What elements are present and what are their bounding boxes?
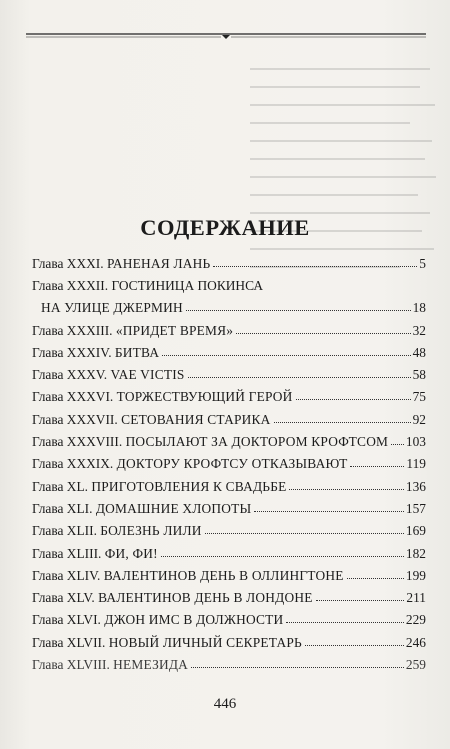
chapter-page: 5 <box>419 256 426 271</box>
dot-leader <box>289 489 403 490</box>
chapter-page: 103 <box>405 434 426 450</box>
toc-entry[interactable] <box>32 635 426 657</box>
chapter-page: 211 <box>406 590 426 606</box>
chapter-label <box>32 546 158 562</box>
chapter-label <box>32 323 233 339</box>
toc-entry-line <box>32 323 426 345</box>
chapter-label <box>32 389 293 405</box>
chapter-label <box>32 590 313 606</box>
chapter-number: Глава XLVI. <box>32 612 101 628</box>
chapter-number: Глава XXXIV. <box>32 344 112 360</box>
dot-leader <box>161 556 404 557</box>
toc-entry-line <box>32 434 426 456</box>
chapter-number: Глава XXXVI. <box>32 389 114 405</box>
chapter-page: 157 <box>405 500 426 516</box>
toc-entry[interactable] <box>32 345 426 367</box>
chapter-label <box>32 657 188 673</box>
table-of-contents <box>32 256 426 679</box>
toc-entry-line <box>32 523 426 545</box>
toc-entry[interactable] <box>32 523 426 545</box>
chapter-label <box>32 434 388 450</box>
chapter-number: Глава XLVII. <box>32 634 106 650</box>
chapter-number: Глава XLV. <box>32 590 95 606</box>
chapter-page: 199 <box>405 567 426 583</box>
chapter-label <box>32 523 202 539</box>
chapter-label <box>32 635 302 651</box>
dot-leader <box>274 422 411 423</box>
toc-entry-line <box>32 546 426 568</box>
dot-leader <box>305 645 404 646</box>
toc-entry[interactable] <box>32 389 426 411</box>
chapter-label <box>32 256 210 272</box>
chapter-label <box>32 412 271 428</box>
chapter-number: Глава XXXII. <box>32 278 109 294</box>
chapter-number: Глава XXXV. <box>32 367 108 383</box>
chapter-page: 58 <box>412 367 426 383</box>
toc-entry[interactable] <box>32 479 426 501</box>
dot-leader <box>162 355 410 356</box>
toc-entry-line <box>32 501 426 523</box>
chapter-title: БОЛЕЗНЬ ЛИЛИ <box>100 523 202 539</box>
chapter-number: Глава XL. <box>32 478 88 494</box>
toc-entry[interactable] <box>32 434 426 456</box>
chapter-label <box>32 501 251 517</box>
chapter-title: ВАЛЕНТИНОВ ДЕНЬ В ЛОНДОНЕ <box>98 590 313 606</box>
toc-entry[interactable] <box>32 412 426 434</box>
chapter-title: ВАЛЕНТИНОВ ДЕНЬ В ОЛЛИНГТОНЕ <box>103 567 344 583</box>
toc-entry-line <box>32 568 426 590</box>
dot-leader <box>188 377 411 378</box>
chapter-label <box>32 456 347 472</box>
toc-entry[interactable] <box>32 456 426 478</box>
chapter-title: СЕТОВАНИЯ СТАРИКА <box>121 411 271 427</box>
chapter-page: 229 <box>405 612 426 628</box>
toc-entry-line <box>32 590 426 612</box>
chapter-title: БИТВА <box>114 344 160 360</box>
dot-leader <box>205 533 404 534</box>
chapter-number: Глава XXXIX. <box>32 456 114 472</box>
toc-entry-line <box>32 635 426 657</box>
toc-entry[interactable] <box>32 501 426 523</box>
chapter-page: 92 <box>412 411 426 427</box>
toc-entry-line <box>32 612 426 634</box>
toc-entry-line <box>32 479 426 501</box>
chapter-number: Глава XLVIII. <box>32 657 110 673</box>
chapter-title: ТОРЖЕСТВУЮЩИЙ ГЕРОЙ <box>116 389 293 405</box>
chapter-title: ДЖОН ИМС В ДОЛЖНОСТИ <box>104 612 284 628</box>
dot-leader <box>213 266 417 267</box>
chapter-title: ПРИГОТОВЛЕНИЯ К СВАДЬБЕ <box>91 478 287 494</box>
chapter-title: ФИ, ФИ! <box>104 545 158 561</box>
chapter-title: «ПРИДЕТ ВРЕМЯ» <box>115 322 234 338</box>
chapter-title: ГОСТИНИЦА ПОКИНСА <box>111 278 264 294</box>
toc-entry[interactable] <box>32 612 426 634</box>
chapter-number: Глава XLIII. <box>32 545 102 561</box>
toc-entry-line <box>32 389 426 411</box>
chapter-page: 136 <box>405 478 426 494</box>
toc-entry[interactable] <box>32 256 426 278</box>
toc-entry[interactable] <box>32 657 426 679</box>
chapter-label <box>32 612 283 628</box>
toc-entry-line <box>32 300 426 322</box>
toc-entry[interactable] <box>32 278 426 322</box>
toc-entry-line <box>32 345 426 367</box>
chapter-title: НОВЫЙ ЛИЧНЫЙ СЕКРЕТАРЬ <box>108 634 302 650</box>
dot-leader <box>316 600 405 601</box>
chapter-number: Глава XLI. <box>32 500 93 516</box>
chapter-page: 75 <box>412 389 426 405</box>
dot-leader <box>347 578 404 579</box>
chapter-title: VAE VICTIS <box>110 367 185 383</box>
dot-leader <box>350 466 404 467</box>
chapter-page: 259 <box>405 657 426 673</box>
toc-entry-line <box>32 256 426 278</box>
chapter-page: 48 <box>412 344 426 360</box>
contents-heading: СОДЕРЖАНИЕ <box>140 215 310 240</box>
dot-leader <box>186 310 411 311</box>
chapter-page: 182 <box>405 545 426 561</box>
toc-entry-line <box>32 456 426 478</box>
chapter-number: Глава XXXVII. <box>32 411 118 427</box>
chapter-page: 119 <box>406 456 426 472</box>
page-number: 446 <box>213 696 237 712</box>
chapter-number: Глава XXXVIII. <box>32 434 123 450</box>
dot-leader <box>236 333 410 334</box>
toc-entry-line <box>32 657 426 679</box>
chapter-number: Глава XLIV. <box>32 567 101 583</box>
toc-entry-line <box>32 367 426 389</box>
chapter-label <box>41 300 183 316</box>
chapter-number: Глава XXXI. <box>32 256 104 271</box>
dot-leader <box>296 399 411 400</box>
toc-entry-line <box>32 412 426 434</box>
chapter-label <box>32 345 159 361</box>
chapter-title: РАНЕНАЯ ЛАНЬ <box>106 256 211 271</box>
chapter-title-continued: НА УЛИЦЕ ДЖЕРМИН <box>41 300 183 316</box>
chapter-page: 32 <box>412 322 426 338</box>
chapter-page: 169 <box>405 523 426 539</box>
dot-leader <box>286 622 404 623</box>
chapter-title: ДОМАШНИЕ ХЛОПОТЫ <box>95 500 252 516</box>
toc-entry[interactable] <box>32 546 426 568</box>
dot-leader <box>191 667 404 668</box>
header-ornament-rule <box>26 32 426 40</box>
toc-entry[interactable] <box>32 590 426 612</box>
chapter-page: 246 <box>405 634 426 650</box>
chapter-title: НЕМЕЗИДА <box>113 657 189 673</box>
chapter-page: 18 <box>412 300 426 316</box>
chapter-label <box>32 367 185 383</box>
toc-entry-line <box>32 278 426 300</box>
toc-entry[interactable] <box>32 367 426 389</box>
dot-leader <box>391 444 404 445</box>
chapter-title: ПОСЫЛАЮТ ЗА ДОКТОРОМ КРОФТСОМ <box>125 434 389 450</box>
dot-leader <box>254 511 404 512</box>
toc-entry[interactable] <box>32 323 426 345</box>
toc-entry[interactable] <box>32 568 426 590</box>
chapter-number: Глава XLII. <box>32 523 97 539</box>
chapter-label <box>32 568 344 584</box>
chapter-title: ДОКТОРУ КРОФТСУ ОТКАЗЫВАЮТ <box>116 456 348 472</box>
chapter-number: Глава XXXIII. <box>32 322 113 338</box>
chapter-label <box>32 479 286 495</box>
